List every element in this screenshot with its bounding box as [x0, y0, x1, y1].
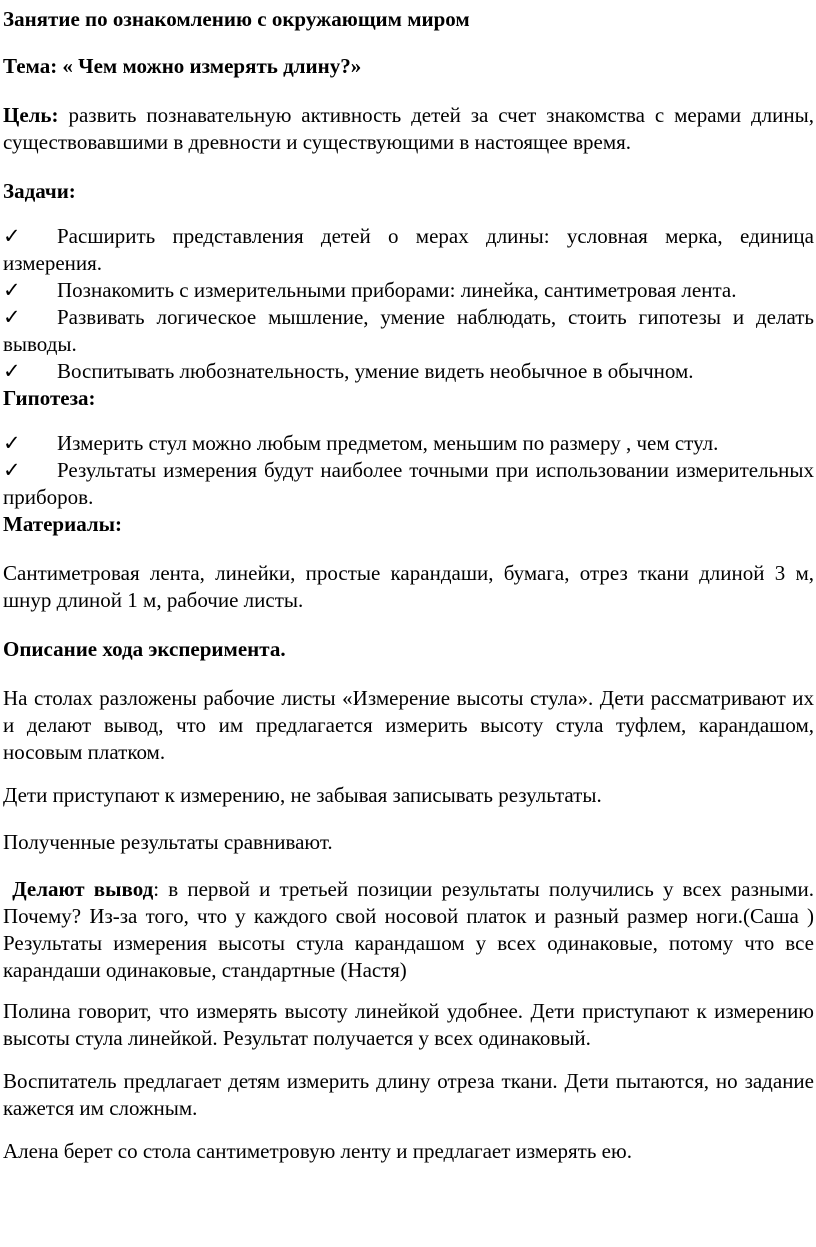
materials-heading: Материалы:	[3, 512, 123, 536]
goal-paragraph	[3, 102, 814, 156]
list-item: ✓ Воспитывать любознательность, умение видеть необычное в обычном.	[3, 359, 694, 383]
experiment-heading: Описание хода эксперимента.	[3, 637, 286, 661]
checkmark-icon: ✓	[3, 224, 21, 248]
conclusion-text: : в первой и третьей позиции результаты получились у всех разными. Почему? Из-за того, что у каждого свой носовой платок и разный размер ноги.(Саша ) Результаты измерения высоты стула карандашом у всех одинаковые, потому что все карандаши одинаковые, стандартные (Настя)	[3, 877, 814, 982]
hypothesis-heading: Гипотеза:	[3, 386, 96, 410]
experiment-paragraph-5: Воспитатель предлагает детям измерить длину отреза ткани. Дети пытаются, но задание кажется им сложным.	[3, 1069, 814, 1120]
tasks-heading: Задачи:	[3, 179, 76, 203]
experiment-paragraph-2: Дети приступают к измерению, не забывая записывать результаты.	[3, 783, 602, 807]
lesson-title: Занятие по ознакомлению с окружающим миром	[3, 7, 470, 31]
list-item: ✓ Расширить представления детей о мерах длины: условная мерка, единица измерения.	[3, 224, 814, 275]
checkmark-icon: ✓	[3, 305, 21, 329]
hypothesis-list	[3, 430, 814, 511]
checkmark-icon: ✓	[3, 278, 21, 302]
list-item: ✓ Развивать логическое мышление, умение наблюдать, стоить гипотезы и делать выводы.	[3, 305, 814, 356]
materials-paragraph: Сантиметровая лента, линейки, простые карандаши, бумага, отрез ткани длиной 3 м, шнур длиной 1 м, рабочие листы.	[3, 561, 814, 612]
experiment-paragraph-4: Полина говорит, что измерять высоту линейкой удобнее. Дети приступают к измерению высоты стула линейкой. Результат получается у всех одинаковый.	[3, 999, 814, 1050]
conclusion-paragraph	[3, 876, 814, 984]
list-item: ✓ Результаты измерения будут наиболее точными при использовании измерительных приборов.	[3, 458, 814, 509]
list-item: ✓ Познакомить с измерительными приборами: линейка, сантиметровая лента.	[3, 278, 737, 302]
checkmark-icon: ✓	[3, 431, 21, 455]
checkmark-icon: ✓	[3, 359, 21, 383]
goal-label: Цель:	[3, 103, 59, 127]
experiment-paragraph-6: Алена берет со стола сантиметровую ленту и предлагает измерять ею.	[3, 1139, 632, 1163]
tasks-list	[3, 223, 814, 385]
topic-heading: Тема: « Чем можно измерять длину?»	[3, 54, 362, 78]
experiment-paragraph-3: Полученные результаты сравнивают.	[3, 830, 333, 854]
goal-text: развить познавательную активность детей за счет знакомства с мерами длины, существовавшими в древности и существующими в настоящее время.	[3, 103, 814, 154]
experiment-paragraph-1: На столах разложены рабочие листы «Измерение высоты стула». Дети рассматривают их и делают вывод, что им предлагается измерить высоту стула туфлем, карандашом, носовым платком.	[3, 686, 814, 764]
conclusion-label: Делают вывод	[12, 877, 154, 901]
checkmark-icon: ✓	[3, 458, 21, 482]
list-item: ✓ Измерить стул можно любым предметом, меньшим по размеру , чем стул.	[3, 431, 719, 455]
